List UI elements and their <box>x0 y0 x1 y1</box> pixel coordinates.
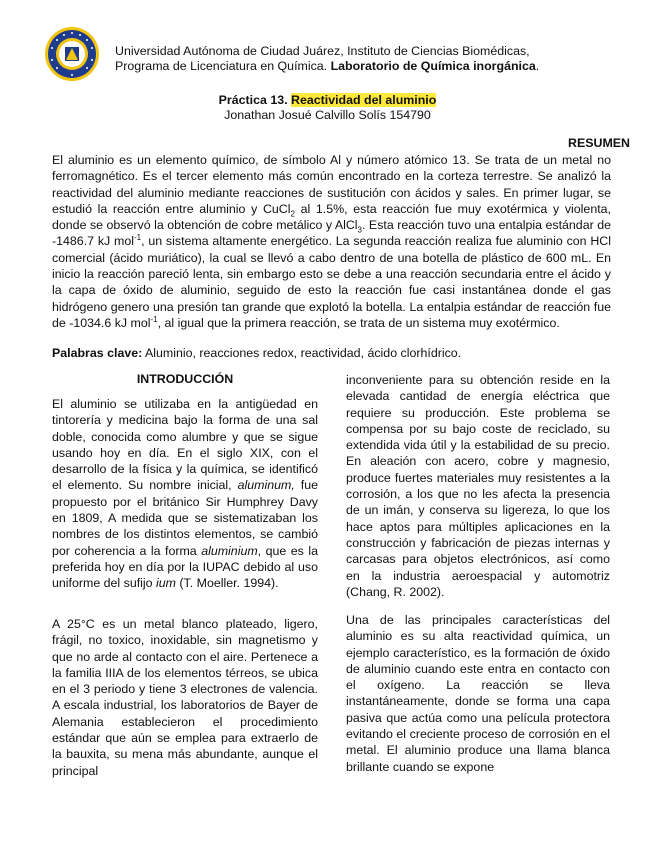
practice-title <box>0 93 655 108</box>
keywords-text: Aluminio, reacciones redox, reactividad, ácido clorhídrico. <box>142 346 462 360</box>
abstract-text-3: . Esta reacción tuvo una entalpia estándar de -1486.7 kJ mol <box>52 218 611 249</box>
intro-paragraph-4: Una de las principales características del aluminio es su alta reactividad química, un ejemplo característico, es la formación de óxido de aluminio cuando este entra en contacto con el oxígeno. La reacción se lleva instantáneamente, donde se forma una capa pasiva que actúa como una película protectora evitando el creciente proceso de corrosión en el metal. El aluminio produce una llama blanca brillante cuando se expone <box>346 613 610 774</box>
period: . <box>535 59 540 73</box>
subscript: 3 <box>357 225 362 235</box>
intro-text: , que es la preferida hoy en día por la IUPAC debido al uso uniforme del sufijo <box>52 543 318 591</box>
practice-topic-highlighted: Reactividad del aluminio <box>291 93 437 107</box>
italic-term: ium <box>156 576 176 591</box>
title-block <box>0 93 655 123</box>
intro-paragraph-3: inconveniente para su obtención reside en la elevada cantidad de energía eléctrica que requiere su producción. Este problema se compensa por su bajo coste de reciclado, su extendida vida útil y la estabilidad de su precio. En aleación con acero, cobre y magnesio, produce fuertes materiales muy resistentes a la corrosión, a los que no les afecta la presencia de un imán, y conserva su ligereza, lo que los hace aptos para múltiples aplicaciones en la construcción y fabricación de piezas internas y carcasas para objetos electrónicos, así como en la industria aeroespacial y automotriz (Chang, R. 2002). <box>346 373 610 599</box>
intro-text: El aluminio se utilizaba en la antigüedad en tintorería y medicina bajo la forma de una sal doble, conocida como alumbre y que se sigue usando hoy en día. En el siglo XIX, con el desarrollo de la física y la química, se identificó el elemento. Su nombre inicial, <box>52 397 318 493</box>
superscript: -1 <box>133 233 142 243</box>
introduction-heading: INTRODUCCIÓN <box>136 372 234 386</box>
keywords-label: Palabras clave: <box>52 346 143 360</box>
institution-line-2 <box>115 59 635 74</box>
intro-paragraph-2: A 25°C es un metal blanco plateado, ligero, frágil, no toxico, inoxidable, sin magnetismo y que no arde al contacto con el aire. Pertenece a la familia IIIA de los elementos térreos, se ubica en el 3 periodo y tiene 3 electrones de valencia. A escala industrial, los laboratorios de Bayer de Alemania establecieron el procedimiento estándar que aún se emplea para extraerlo de la bauxita, su mena más abundante, aunque el principal <box>52 617 318 778</box>
superscript: -1 <box>150 314 158 324</box>
program-name: Programa de Licenciatura en Química. <box>115 59 331 73</box>
abstract-text-5: , al igual que la primera reacción, se trata de un sistema muy exotérmico. <box>157 315 560 330</box>
intro-text: (T. Moeller. 1994). <box>175 576 279 591</box>
abstract-text-4: , un sistema altamente energético. La segunda reacción realiza fue aluminio con HCl comercial (ácido muriático), la cual se llevó a cabo dentro de una botella de plástico de 600 mL. En inicio la reacción pareció lenta, sin embargo esto se debe a una reacción secundaria entre el ácido y la capa de óxido de aluminio, seguido de esto la reacción fue casi instantánea donde el gas hidrógeno genero una presión tan grande que explotó la botella. La entalpia estándar de reacción fue de -1034.6 kJ mol <box>52 234 611 330</box>
author-line: Jonathan Josué Calvillo Solís 154790 <box>224 108 431 122</box>
practice-number: Práctica 13. <box>218 93 292 107</box>
italic-term: aluminium <box>201 543 258 558</box>
keywords-line <box>52 345 611 361</box>
subscript: 2 <box>290 209 295 219</box>
abstract-text-1: El aluminio es un elemento químico, de símbolo Al y número atómico 13. Se trata de un metal no ferromagnético. Es el tercer elemento más común encontrado en la corteza terrestre. Se analizó la reactividad del aluminio mediante reacciones de sustitución con ácidos y sales. En primer lugar, se estudió la reacción entre aluminio y CuCl <box>52 153 611 216</box>
university-seal-logo <box>44 26 100 82</box>
abstract-text-2: al 1.5%, esta reacción fue muy exotérmica y violenta, donde se observó la obtención de cobre metálico y AlCl <box>52 201 611 233</box>
lab-name: Laboratorio de Química inorgánica <box>330 59 536 73</box>
institution-header <box>115 44 635 74</box>
abstract-paragraph <box>52 152 611 331</box>
abstract-heading: RESUMEN <box>568 136 630 150</box>
intro-text: fue propuesto por el británico Sir Humphrey Davy en 1809, A medida que se sistematizaban los nombres de los distintos elementos, se cambió por coherencia a la forma <box>52 478 318 558</box>
institution-line-1: Universidad Autónoma de Ciudad Juárez, Instituto de Ciencias Biomédicas, <box>115 44 530 58</box>
intro-paragraph-1 <box>52 396 318 592</box>
italic-term: aluminum, <box>237 478 295 493</box>
